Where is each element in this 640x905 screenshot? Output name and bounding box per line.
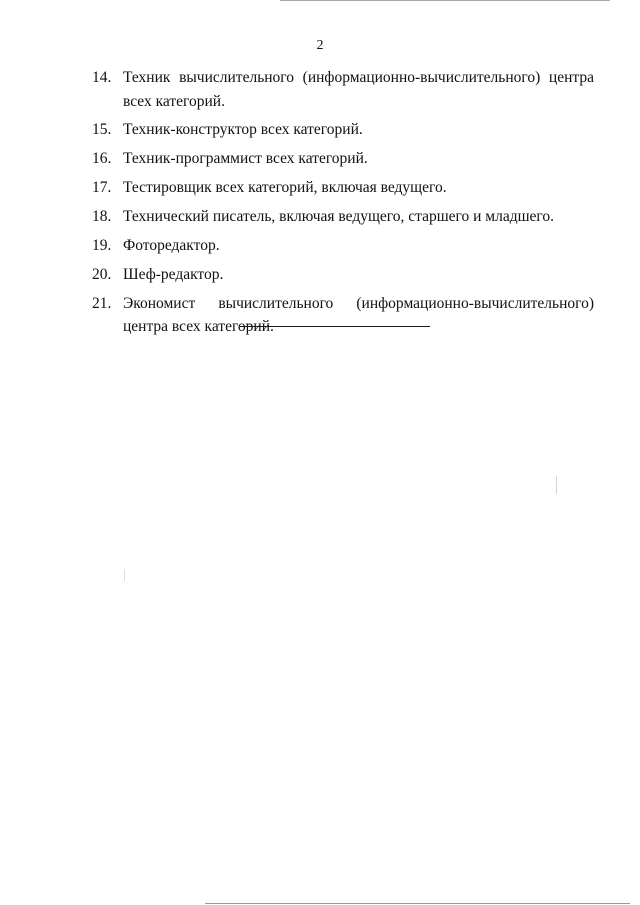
list-item-text: Шеф-редактор. [123,265,224,283]
list-item-number: 17. [92,179,112,197]
list-item-text: Техник-конструктор всех категорий. [123,121,363,139]
list-item-number: 20. [92,265,112,283]
list-item-number: 18. [92,208,112,226]
list-item [92,176,594,200]
list-item-text: Экономист вычислительного (информационно-вычислительного) центра всех категорий. [123,294,594,336]
list-item-text: Тестировщик всех категорий, включая ведущего. [123,179,447,197]
list-item [92,234,594,258]
job-title-list [92,66,594,344]
list-item [92,118,594,142]
list-item [92,147,594,171]
end-separator-line [240,326,430,327]
list-item-number: 16. [92,150,112,168]
page-number: 2 [316,38,324,53]
scan-artifact [556,476,557,494]
scan-artifact [124,569,125,581]
list-item-number: 21. [92,294,112,312]
list-item-text: Технический писатель, включая ведущего, старшего и младшего. [123,208,555,226]
list-item-number: 15. [92,121,112,139]
list-item [92,263,594,287]
scan-edge-bottom [205,903,630,904]
list-item-text: Техник-программист всех категорий. [123,150,368,168]
list-item [92,292,594,339]
list-item-text: Техник вычислительного (информационно-вычислительного) центра всех категорий. [123,69,594,110]
list-item-number: 19. [92,236,112,254]
list-item-text: Фоторедактор. [123,236,220,254]
scan-edge-top [280,0,610,1]
list-item-number: 14. [92,69,112,86]
list-item [92,66,594,113]
list-item [92,205,594,229]
